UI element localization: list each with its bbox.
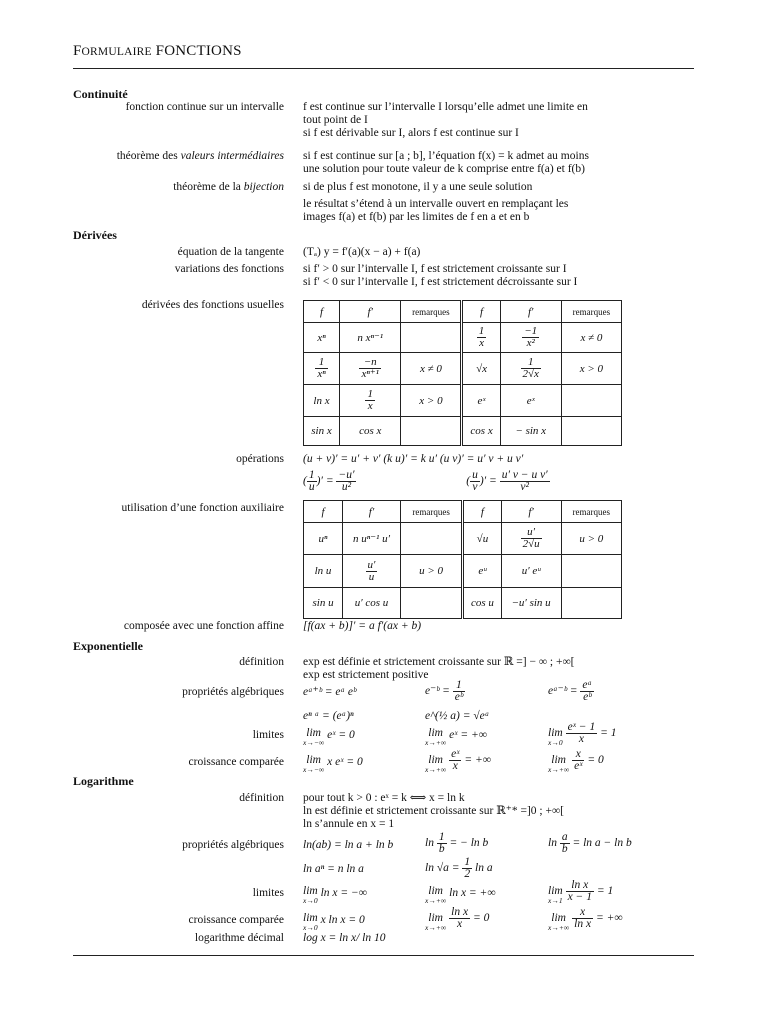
label-expo-proprietes: propriétés algébriques [182, 686, 284, 698]
content-expo-cc-3: lim x→+∞ $\frac{x}{\text{eˣ}}$ = 0 [548, 748, 604, 774]
label-variations: variations des fonctions [174, 263, 284, 275]
content-expo-lim-1: lim x→−∞ eˣ = 0 [303, 727, 355, 747]
content-composee-affine: [f(ax + b)]′ = a f′(ax + b) [303, 620, 422, 632]
label-log-definition: définition [239, 792, 284, 804]
label-tangente: équation de la tangente [177, 246, 284, 258]
label-composee-affine: composée avec une fonction affine [123, 620, 284, 632]
content-bijection: si de plus f est monotone, il y a une seule solution [303, 181, 533, 193]
label-fonction-auxiliaire: utilisation d’une fonction auxiliaire [121, 502, 284, 514]
label-bijection: théorème de la bijection [173, 181, 284, 193]
content-log-cc-2: lim x→+∞ $\frac{\text{ln x}}{x}$ = 0 [425, 906, 490, 932]
content-log-cc-1: lim x→0 x ln x = 0 [303, 912, 365, 932]
top-rule [73, 68, 694, 69]
content-tvi: si f est continue sur [a ; b], l’équation f(x) = k admet au moins une solution pour toute valeur de k comprise entre f(a) et f(b) [303, 150, 589, 175]
section-exponentielle: Exponentielle [73, 639, 144, 653]
content-log-prop-5: ln √a = $\frac{1}{2}$ ln a [425, 856, 493, 880]
content-expo-prop-4: eⁿ ᵃ = (eᵃ)ⁿ [303, 710, 354, 722]
content-expo-prop-5: e^(½ a) = √eᵃ [425, 710, 490, 722]
label-log-croissance: croissance comparée [188, 914, 284, 926]
table-fonction-auxiliaire: f f′ remarques f f′ remarques uⁿ n uⁿ⁻¹ u′ √u $\frac{u'}{2√u}$ u > 0 ln u $\frac{u'}{u}$ u > 0 eᵘ u′ eᵘ sin u u′ cos u cos u −u′ sin u [303, 500, 622, 619]
content-log-lim-2: lim x→+∞ ln x = +∞ [425, 885, 496, 905]
content-expo-cc-2: lim x→+∞ $\frac{\text{eˣ}}{x}$ = +∞ [425, 748, 491, 774]
bottom-rule [73, 955, 694, 956]
content-log-prop-3: ln $\frac{a}{b}$ = ln a − ln b [548, 831, 632, 855]
content-log-decimal: log x = ln x/ ln 10 [303, 932, 386, 944]
content-operations-2: ( $\frac{1}{u}$ )′ = $\frac{-u'}{\text{u²}}$ ( $\frac{u}{v}$ )′ = $\frac{\text{u′ v − u v′}}{\text{v²}}$ [303, 469, 548, 493]
label-expo-limites: limites [252, 729, 284, 741]
content-expo-prop-2: e⁻ᵇ = $\frac{1}{\text{eᵇ}}$ [425, 679, 463, 703]
label-log-decimal: logarithme décimal [194, 932, 284, 944]
section-logarithme: Logarithme [73, 774, 134, 788]
label-log-limites: limites [252, 887, 284, 899]
content-log-cc-3: lim x→+∞ $\frac{x}{\text{ln x}}$ = +∞ [548, 906, 623, 932]
content-log-definition: pour tout k > 0 : eˣ = k ⟺ x = ln k ln est définie et strictement croissante sur ℝ⁺* =]0 ; +∞[ ln s’annule en x = 1 [303, 792, 564, 830]
content-variations: si f′ > 0 sur l’intervalle I, f est strictement croissante sur I si f′ < 0 sur l’intervalle I, f est strictement décroissante sur I [303, 263, 578, 288]
content-expo-definition: exp est définie et strictement croissante sur ℝ =] − ∞ ; +∞[ exp est strictement positive [303, 656, 575, 681]
label-tvi: théorème des valeurs intermédiaires [116, 150, 284, 162]
content-log-lim-3: lim x→1 $\frac{\text{ln x}}{x - 1}$ = 1 [548, 879, 614, 905]
content-log-prop-1: ln(ab) = ln a + ln b [303, 839, 394, 851]
content-log-prop-4: ln aⁿ = n ln a [303, 863, 364, 875]
label-fonction-continue: fonction continue sur un intervalle [125, 101, 284, 113]
label-expo-croissance: croissance comparée [188, 756, 284, 768]
content-expo-cc-1: lim x→−∞ x eˣ = 0 [303, 754, 363, 774]
content-log-lim-1: lim x→0 ln x = −∞ [303, 885, 367, 905]
page-title: FORMULAIRE FONCTIONS [73, 43, 242, 59]
content-operations-1: (u + v)′ = u′ + v′ (k u)′ = k u′ (u v)′ = u′ v + u v′ [303, 453, 524, 465]
content-expo-prop-3: eᵃ⁻ᵇ = $\frac{\text{eᵃ}}{\text{eᵇ}}$ [548, 679, 593, 703]
content-fonction-continue: f est continue sur l’intervalle I lorsqu’elle admet une limite en tout point de I si f est dérivable sur I, alors f est continue sur I [303, 101, 588, 139]
content-expo-prop-1: eᵃ⁺ᵇ = eᵃ eᵇ [303, 686, 357, 698]
content-log-prop-2: ln $\frac{1}{b}$ = − ln b [425, 831, 489, 855]
label-expo-definition: définition [239, 656, 284, 668]
content-tangente: (Tₐ) y = f′(a)(x − a) + f(a) [303, 246, 421, 258]
content-intervalle-ouvert: le résultat s’étend à un intervalle ouvert en remplaçant les images f(a) et f(b) par les limites de f en a et en b [303, 198, 569, 223]
label-log-proprietes: propriétés algébriques [182, 839, 284, 851]
table-derivees-usuelles: f f′ remarques f f′ remarques xⁿ n xⁿ⁻¹ $\frac{1}{x}$ $\frac{-1}{\text{x²}}$ x ≠ 0 $\frac{1}{\text{xⁿ}}$ $\frac{-n}{\text{xⁿ⁺¹}}$ x ≠ 0 √x $\frac{1}{2√x}$ x > 0 ln x $\frac{1}{x}$ x > 0 eˣ eˣ sin x cos x cos x − sin x [303, 300, 622, 446]
content-expo-lim-2: lim x→+∞ eˣ = +∞ [425, 727, 487, 747]
label-operations: opérations [236, 453, 284, 465]
section-continuite: Continuité [73, 87, 128, 101]
label-derivees-usuelles: dérivées des fonctions usuelles [141, 299, 284, 311]
section-derivees: Dérivées [73, 228, 117, 242]
content-expo-lim-3: lim x→0 $\frac{\text{eˣ − 1}}{x}$ = 1 [548, 721, 617, 747]
